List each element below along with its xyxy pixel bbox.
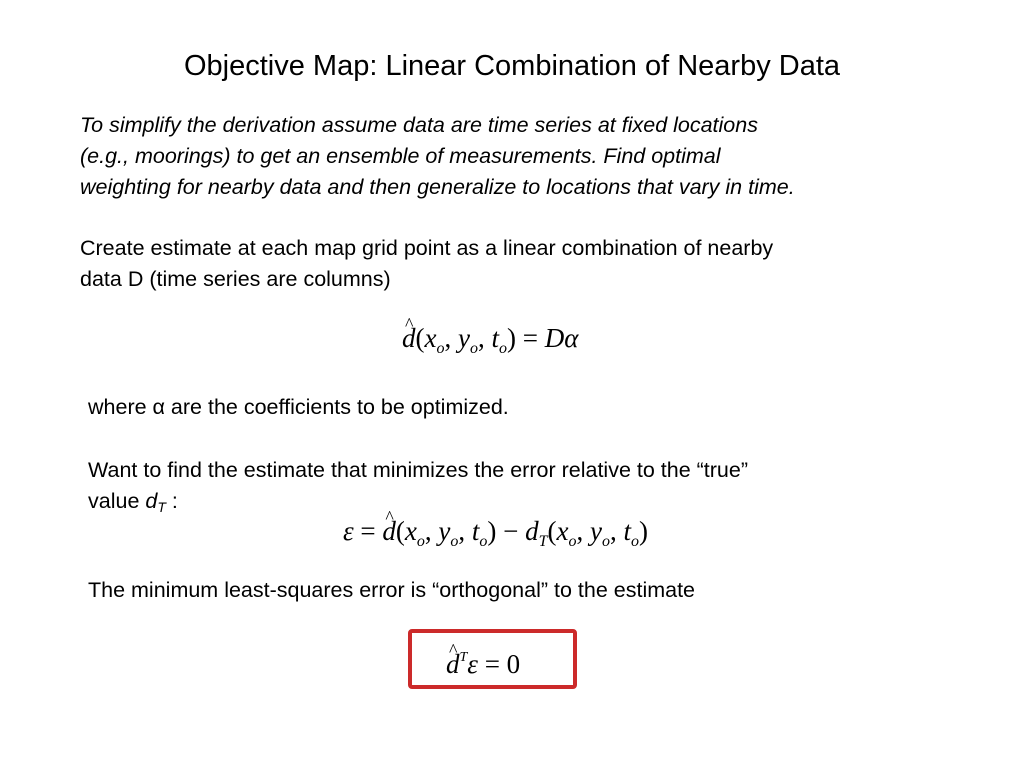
eq-paren: ): [638, 516, 648, 546]
eq-var: D: [544, 323, 565, 353]
eq-paren: (: [415, 323, 425, 353]
where-paragraph: where α are the coefficients to be optimized.: [88, 395, 509, 419]
want-prefix: value: [88, 489, 146, 513]
eq-comma: ,: [424, 516, 432, 546]
eq-comma: ,: [444, 323, 452, 353]
eq-sub: o: [568, 533, 577, 550]
eq-var: x: [556, 516, 569, 546]
eq-sup: T: [459, 650, 468, 665]
eq-paren: ): [506, 323, 516, 353]
true-var-sub: T: [157, 499, 166, 515]
eq-var: d: [525, 516, 539, 546]
eq-epsilon: ε: [343, 516, 354, 546]
eq-minus: −: [503, 516, 519, 546]
eq-equals: =: [484, 649, 500, 679]
true-var: d: [145, 489, 158, 513]
d-hat: ^ d: [402, 321, 416, 355]
create-line: Create estimate at each map grid point as a linear combination of nearby: [80, 236, 774, 260]
eq-var: y: [438, 516, 451, 546]
intro-line: (e.g., moorings) to get an ensemble of measurements. Find optimal: [80, 144, 721, 168]
eq-sub: o: [601, 533, 610, 550]
want-line: Want to find the estimate that minimizes the error relative to the “true”: [88, 458, 749, 482]
eq-zero: 0: [506, 649, 521, 679]
eq-alpha: α: [564, 323, 579, 353]
error-equation: [343, 514, 648, 559]
minimum-paragraph: The minimum least-squares error is “orthogonal” to the estimate: [88, 578, 696, 602]
eq-sub: o: [450, 533, 459, 550]
eq-comma: ,: [477, 323, 485, 353]
want-paragraph: [88, 455, 748, 523]
eq-var: x: [424, 323, 437, 353]
eq-paren: ): [487, 516, 497, 546]
eq-sub: o: [479, 533, 488, 550]
eq-equals: =: [360, 516, 376, 546]
want-suffix: :: [165, 489, 178, 513]
d-hat: ^ d: [446, 647, 460, 681]
create-paragraph: [80, 233, 773, 295]
eq-sub: o: [498, 340, 507, 357]
eq-var: t: [491, 323, 499, 353]
eq-comma: ,: [576, 516, 584, 546]
eq-comma: ,: [458, 516, 466, 546]
intro-line: To simplify the derivation assume data are time series at fixed locations: [80, 113, 758, 137]
eq-var: y: [589, 516, 602, 546]
intro-line: weighting for nearby data and then generalize to locations that vary in time.: [80, 175, 795, 199]
intro-paragraph: [80, 110, 795, 203]
eq-sub: o: [469, 340, 478, 357]
create-line: data D (time series are columns): [80, 267, 391, 291]
eq-comma: ,: [609, 516, 617, 546]
eq-var: y: [457, 323, 470, 353]
eq-var: t: [623, 516, 631, 546]
eq-sub: o: [630, 533, 639, 550]
orthogonality-equation: [446, 641, 520, 681]
eq-var: x: [404, 516, 417, 546]
eq-equals: =: [522, 323, 538, 353]
eq-sub: o: [416, 533, 425, 550]
eq-var: t: [471, 516, 480, 546]
eq-sub: T: [538, 533, 548, 550]
estimate-equation: [402, 321, 578, 366]
d-hat: ^ d: [382, 514, 396, 548]
slide-title: Objective Map: Linear Combination of Nearby Data: [183, 50, 841, 82]
eq-sub: o: [436, 340, 445, 357]
true-value-var: [145, 489, 166, 513]
eq-paren: (: [395, 516, 405, 546]
eq-paren: (: [547, 516, 557, 546]
eq-epsilon: ε: [467, 649, 478, 679]
